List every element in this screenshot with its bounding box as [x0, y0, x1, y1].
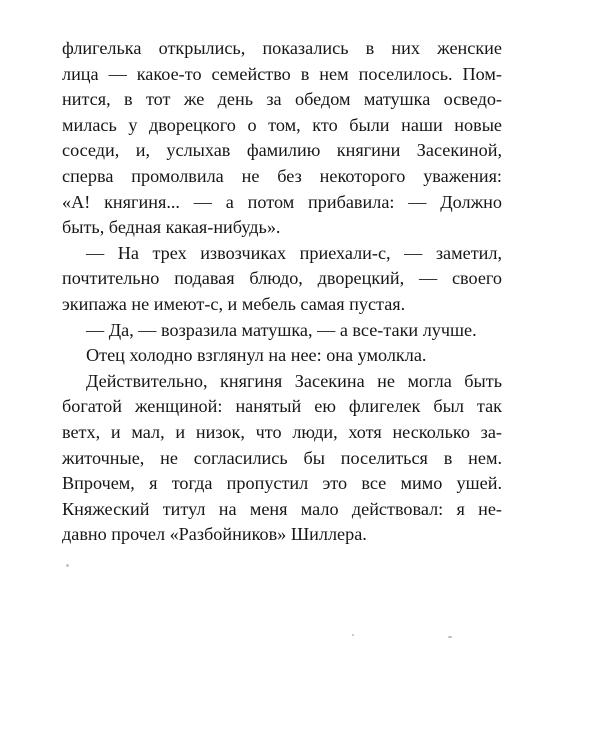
text-line: житочные, не согласились бы поселиться в нем. [62, 447, 502, 468]
scan-speck [352, 634, 354, 636]
text-line: ветх, и мал, и низок, что люди, хотя несколько за- [62, 421, 502, 442]
scan-speck [66, 564, 69, 567]
text-line: лица — какое-то семейство в нем поселилось. Пом- [62, 63, 502, 84]
text-line: соседи, и, услыхав фамилию княгини Засекиной, [62, 140, 502, 161]
text-line: сперва промолвила не без некоторого уважения: [62, 165, 502, 186]
text-line: милась у дворецкого о том, кто были наши новые [62, 114, 502, 135]
scan-speck [448, 636, 452, 638]
text-line: — Да, — возразила матушка, — а все-таки лучше. [86, 319, 477, 340]
text-line: быть, бедная какая-нибудь». [62, 217, 281, 238]
text-line: «А! княгиня... — а потом прибавила: — Должно [62, 191, 502, 212]
text-line: Впрочем, я тогда пропустил это все мимо ушей. [62, 473, 502, 494]
text-line: Княжеский титул на меня мало действовал: я не- [62, 498, 502, 519]
text-line: — На трех извозчиках приехали-с, — заметил, [86, 242, 502, 263]
text-line: флигелька открылись, показались в них женские [62, 38, 502, 58]
text-line: нится, в тот же день за обедом матушка осведо- [62, 89, 502, 110]
text-line: экипажа не имеют-с, и мебель самая пустая. [62, 293, 406, 314]
page-body-text [62, 36, 502, 548]
text-line: давно прочел «Разбойников» Шиллера. [62, 524, 367, 545]
text-line: Действительно, княгиня Засекина не могла быть [86, 370, 502, 391]
text-line: богатой женщиной: нанятый ею флигелек был так [62, 396, 502, 417]
text-line: почтительно подавая блюдо, дворецкий, — своего [62, 268, 502, 289]
text-line: Отец холодно взглянул на нее: она умолкла. [86, 345, 427, 366]
